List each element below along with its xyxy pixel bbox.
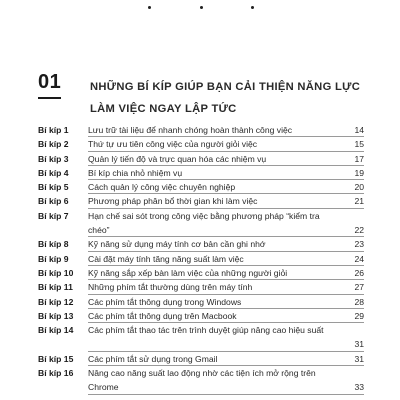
toc-row[interactable] — [38, 323, 364, 352]
toc-row[interactable] — [38, 295, 364, 309]
toc-label: Bí kíp 13 — [38, 310, 74, 321]
toc-page-number: 31 — [354, 339, 364, 350]
toc-label: Bí kíp 16 — [38, 368, 74, 379]
toc-row[interactable] — [38, 166, 364, 180]
toc-label: Bí kíp 10 — [38, 267, 74, 278]
toc-title: Các phím tắt thông dụng trên Macbook — [88, 310, 237, 321]
toc-row[interactable] — [38, 266, 364, 280]
toc-page-number: 23 — [354, 239, 364, 250]
chapter-title: NHỮNG BÍ KÍP GIÚP BẠN CẢI THIỆN NĂNG LỰC LÀM VIỆC NGAY LẬP TỨC — [90, 81, 361, 115]
toc-title: Các phím tắt thông dụng trong Windows — [88, 296, 242, 307]
toc-row[interactable] — [38, 194, 364, 208]
toc-title: Nâng cao năng suất lao động nhờ các tiện ích mở rộng trên Chrome — [88, 368, 316, 393]
toc-row[interactable] — [38, 252, 364, 266]
toc-label: Bí kíp 5 — [38, 182, 69, 193]
decorative-dot — [251, 6, 254, 9]
toc-page-number: 15 — [354, 139, 364, 150]
toc-row[interactable] — [38, 309, 364, 323]
toc-label: Bí kíp 2 — [38, 139, 69, 150]
toc-title: Phương pháp phân bổ thời gian khi làm việc — [88, 196, 258, 207]
toc-title: Kỹ năng sắp xếp bàn làm việc của những người giỏi — [88, 267, 288, 278]
chapter-number: 01 — [38, 70, 61, 99]
toc-row[interactable] — [38, 352, 364, 366]
toc-page-number: 33 — [354, 382, 364, 393]
toc-title: Thứ tự ưu tiên công việc của người giỏi việc — [88, 139, 258, 150]
table-of-contents — [38, 123, 364, 395]
toc-label: Bí kíp 1 — [38, 125, 69, 135]
toc-label: Bí kíp 14 — [38, 325, 74, 336]
toc-label: Bí kíp 12 — [38, 296, 74, 307]
toc-label: Bí kíp 7 — [38, 210, 69, 221]
toc-page-number: 21 — [354, 196, 364, 207]
toc-label: Bí kíp 4 — [38, 167, 69, 178]
toc-row[interactable] — [38, 209, 364, 238]
toc-label: Bí kíp 15 — [38, 353, 74, 364]
toc-title: Hạn chế sai sót trong công việc bằng phương pháp “kiểm tra chéo” — [88, 210, 320, 236]
toc-title: Cài đặt máy tính tăng năng suất làm việc — [88, 253, 244, 264]
toc-page-number: 19 — [354, 167, 364, 178]
toc-row[interactable] — [38, 123, 364, 137]
toc-title: Quản lý tiến độ và trực quan hóa các nhiệm vụ — [88, 153, 267, 164]
toc-title: Bí kíp chia nhỏ nhiệm vụ — [88, 167, 183, 178]
toc-divider — [88, 394, 364, 395]
toc-label: Bí kíp 11 — [38, 282, 73, 293]
toc-title: Lưu trữ tài liệu để nhanh chóng hoàn thành công việc — [88, 125, 293, 135]
toc-page-number: 26 — [354, 267, 364, 278]
toc-page-number: 27 — [354, 282, 364, 293]
toc-title: Các phím tắt sử dụng trong Gmail — [88, 353, 218, 364]
toc-page-number: 24 — [354, 253, 364, 264]
toc-page-number: 28 — [354, 296, 364, 307]
toc-row[interactable] — [38, 237, 364, 251]
toc-row[interactable] — [38, 366, 364, 395]
toc-title: Các phím tắt thao tác trên trình duyệt giúp nâng cao hiệu suất — [88, 325, 324, 336]
toc-title: Cách quản lý công việc chuyên nghiệp — [88, 182, 236, 193]
toc-page-number: 22 — [354, 225, 364, 236]
toc-row[interactable] — [38, 137, 364, 151]
decorative-dot — [200, 6, 203, 9]
toc-row[interactable] — [38, 152, 364, 166]
toc-row[interactable] — [38, 280, 364, 294]
toc-page-number: 17 — [354, 153, 364, 164]
toc-label: Bí kíp 6 — [38, 196, 69, 207]
toc-page-number: 20 — [354, 182, 364, 193]
toc-label: Bí kíp 8 — [38, 239, 69, 250]
toc-label: Bí kíp 9 — [38, 253, 69, 264]
toc-page-number: 29 — [354, 310, 364, 321]
toc-row[interactable] — [38, 180, 364, 194]
toc-label: Bí kíp 3 — [38, 153, 69, 164]
toc-title: Những phím tắt thường dùng trên máy tính — [88, 282, 253, 293]
toc-title: Kỹ năng sử dụng máy tính cơ bản cần ghi nhớ — [88, 239, 266, 250]
toc-page-number: 14 — [354, 125, 364, 135]
decorative-dot — [148, 6, 151, 9]
toc-page-number: 31 — [354, 353, 364, 364]
